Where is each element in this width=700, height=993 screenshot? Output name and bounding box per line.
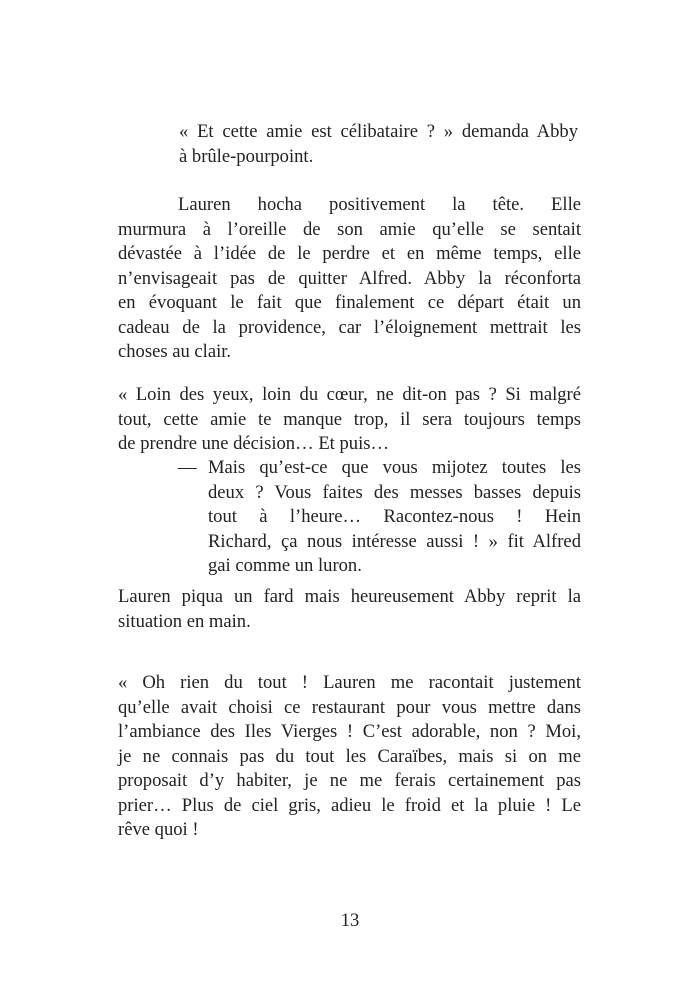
text-line: Lauren piqua un fard mais heureusement Abby reprit la <box>118 586 581 607</box>
text-line: cadeau de la providence, car l’éloignement mettrait les <box>118 316 581 338</box>
text-line: qu’elle avait choisi ce restaurant pour vous mettre dans <box>118 696 581 718</box>
dialogue-dash: — <box>178 457 197 478</box>
text-line: Richard, ça nous intéresse aussi ! » fit Alfred <box>208 530 581 552</box>
text-line: « Oh rien du tout ! Lauren me racontait justement <box>118 672 581 693</box>
text-line: Lauren hocha positivement la tête. Elle <box>178 194 581 215</box>
text-line: l’ambiance des Iles Vierges ! C’est adorable, non ? Moi, <box>118 721 581 742</box>
text-line: tout à l’heure… Racontez-nous ! Hein <box>208 506 581 527</box>
paragraph-abby-question <box>179 120 578 169</box>
text-line: rêve quoi ! <box>118 819 199 840</box>
paragraph-alfred-dialogue <box>208 456 581 579</box>
paragraph-lauren-nods <box>118 193 581 365</box>
text-line: « Et cette amie est célibataire ? » demanda Abby <box>179 121 578 142</box>
text-line: choses au clair. <box>118 341 232 362</box>
paragraph-loin-des-yeux <box>118 383 581 457</box>
text-line: gai comme un luron. <box>208 555 362 576</box>
text-line: deux ? Vous faites des messes basses depuis <box>208 481 581 503</box>
text-line: de prendre une décision… Et puis… <box>118 433 390 454</box>
text-line: murmura à l’oreille de son amie qu’elle se sentait <box>118 218 581 240</box>
text-line: n’envisageait pas de quitter Alfred. Abby la réconforta <box>118 267 581 289</box>
text-line: proposait d’y habiter, je ne me ferais certainement pas <box>118 770 581 791</box>
text-line: situation en main. <box>118 610 251 632</box>
text-line: « Loin des yeux, loin du cœur, ne dit-on pas ? Si malgré <box>118 384 581 405</box>
paragraph-oh-rien <box>118 671 581 843</box>
paragraph-lauren-blushes <box>118 585 581 634</box>
text-line: prier… Plus de ciel gris, adieu le froid et la pluie ! Le <box>118 794 581 816</box>
text-line: en évoquant le fait que finalement ce départ était un <box>118 292 581 313</box>
page-number: 13 <box>340 910 360 931</box>
text-line: Mais qu’est-ce que vous mijotez toutes les <box>208 457 581 478</box>
text-line: tout, cette amie te manque trop, il sera toujours temps <box>118 408 581 430</box>
text-line: je ne connais pas du tout les Caraïbes, mais si on me <box>118 745 581 767</box>
text-line: dévastée à l’idée de le perdre et en même temps, elle <box>118 243 581 264</box>
text-line: à brûle-pourpoint. <box>179 145 314 167</box>
